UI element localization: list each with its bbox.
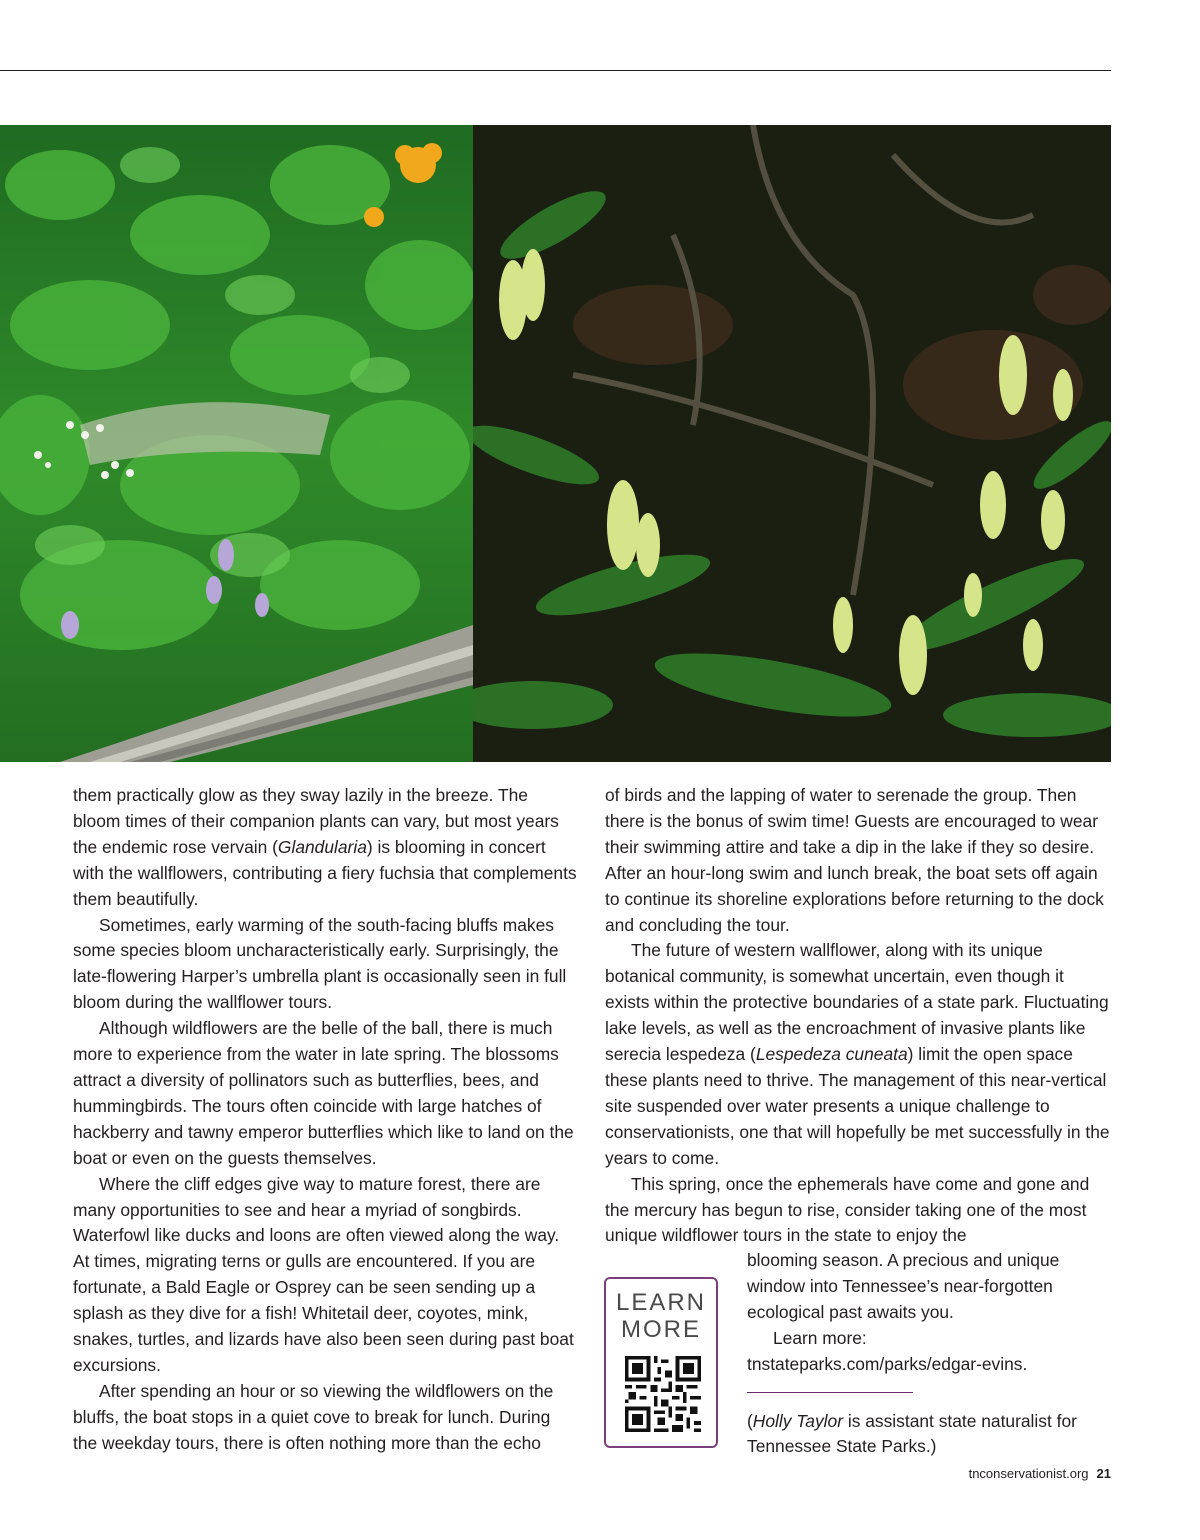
qr-code-icon[interactable] xyxy=(625,1356,701,1432)
paragraph: After spending an hour or so viewing the wildflowers on the bluffs, the boat stops in a quiet cove to break for lunch. During the weekday tours, there is often nothing more than the echo xyxy=(73,1380,554,1453)
page-number: 21 xyxy=(1096,1466,1111,1481)
learn-more-label: Learn more: xyxy=(773,1327,867,1348)
paragraph: Where the cliff edges give way to mature forest, there are many opportunities to see and hear a myriad of songbirds. Waterfowl like ducks and loons are often viewed along the way. At times, migrating terns or gulls are encountered. If you are fortunate, a Bald Eagle or Osprey can be seen sending up a splash as they dive for a fish! Whitetail deer, coyotes, mink, snakes, turtles, and lizards have also been seen during past boat excursions. xyxy=(73,1173,574,1375)
body-column-left xyxy=(73,783,578,1457)
learn-more-box[interactable] xyxy=(604,1277,718,1448)
photo-foliage-flowers xyxy=(0,125,473,762)
closing-paragraph: blooming season. A precious and unique window into Tennessee’s near-forgotten ecological past awaits you. xyxy=(747,1250,1060,1322)
paragraph: Although wildflowers are the belle of the ball, there is much more to experience from the water in late spring. The blossoms attract a diversity of pollinators such as butterflies, bees, and hummingbirds. The tours often coincide with large hatches of hackberry and tawny emperor butterflies which like to land on the boat or even on the guests themselves. xyxy=(73,1018,574,1168)
paragraph: The future of western wallflower, along with its unique botanical community, is somewhat uncertain, even though it exists within the protective boundaries of a state park. Fluctuating lake levels, as well as the encroachment of invasive plants like serecia lespedeza (Lespedeza cuneata) limit the open space these plants need to thrive. The management of this near-vertical site suspended over water presents a unique challenge to conservationists, one that will hopefully be met successfully in the years to come. xyxy=(605,940,1110,1168)
bio-rule xyxy=(747,1392,913,1393)
body-column-right xyxy=(605,783,1110,1249)
paragraph: of birds and the lapping of water to serenade the group. Then there is the bonus of swim time! Guests are encouraged to wear their swimming attire and take a dip in the lake if they so desire. After an hour-long swim and lunch break, the boat sets off again to continue its shoreline explorations before returning to the dock and concluding the tour. xyxy=(605,785,1104,935)
learn-more-title: LEARN MORE xyxy=(615,1289,707,1343)
header-rule xyxy=(0,70,1111,71)
photo-dark-forest-wallflowers xyxy=(473,125,1111,762)
closing-text xyxy=(747,1248,1112,1460)
paragraph: Sometimes, early warming of the south-facing bluffs makes some species bloom uncharacteristically early. Surprisingly, the late-flowering Harper’s umbrella plant is occasionally seen in full bloom during the wallflower tours. xyxy=(73,914,567,1013)
learn-more-link[interactable]: tnstateparks.com/parks/edgar-evins. xyxy=(747,1353,1028,1374)
paragraph: This spring, once the ephemerals have come and gone and the mercury has begun to rise, consider taking one of the most unique wildflower tours in the state to enjoy the xyxy=(605,1173,1090,1246)
page-footer xyxy=(969,1466,1111,1481)
paragraph: them practically glow as they sway lazily in the breeze. The bloom times of their companion plants can vary, but most years the endemic rose vervain (Glandularia) is blooming in concert with the wallflowers, contributing a fiery fuchsia that complements them beautifully. xyxy=(73,785,577,909)
footer-url[interactable]: tnconservationist.org xyxy=(968,1466,1089,1481)
author-bio: (Holly Taylor is assistant state naturalist for Tennessee State Parks.) xyxy=(747,1410,1077,1457)
